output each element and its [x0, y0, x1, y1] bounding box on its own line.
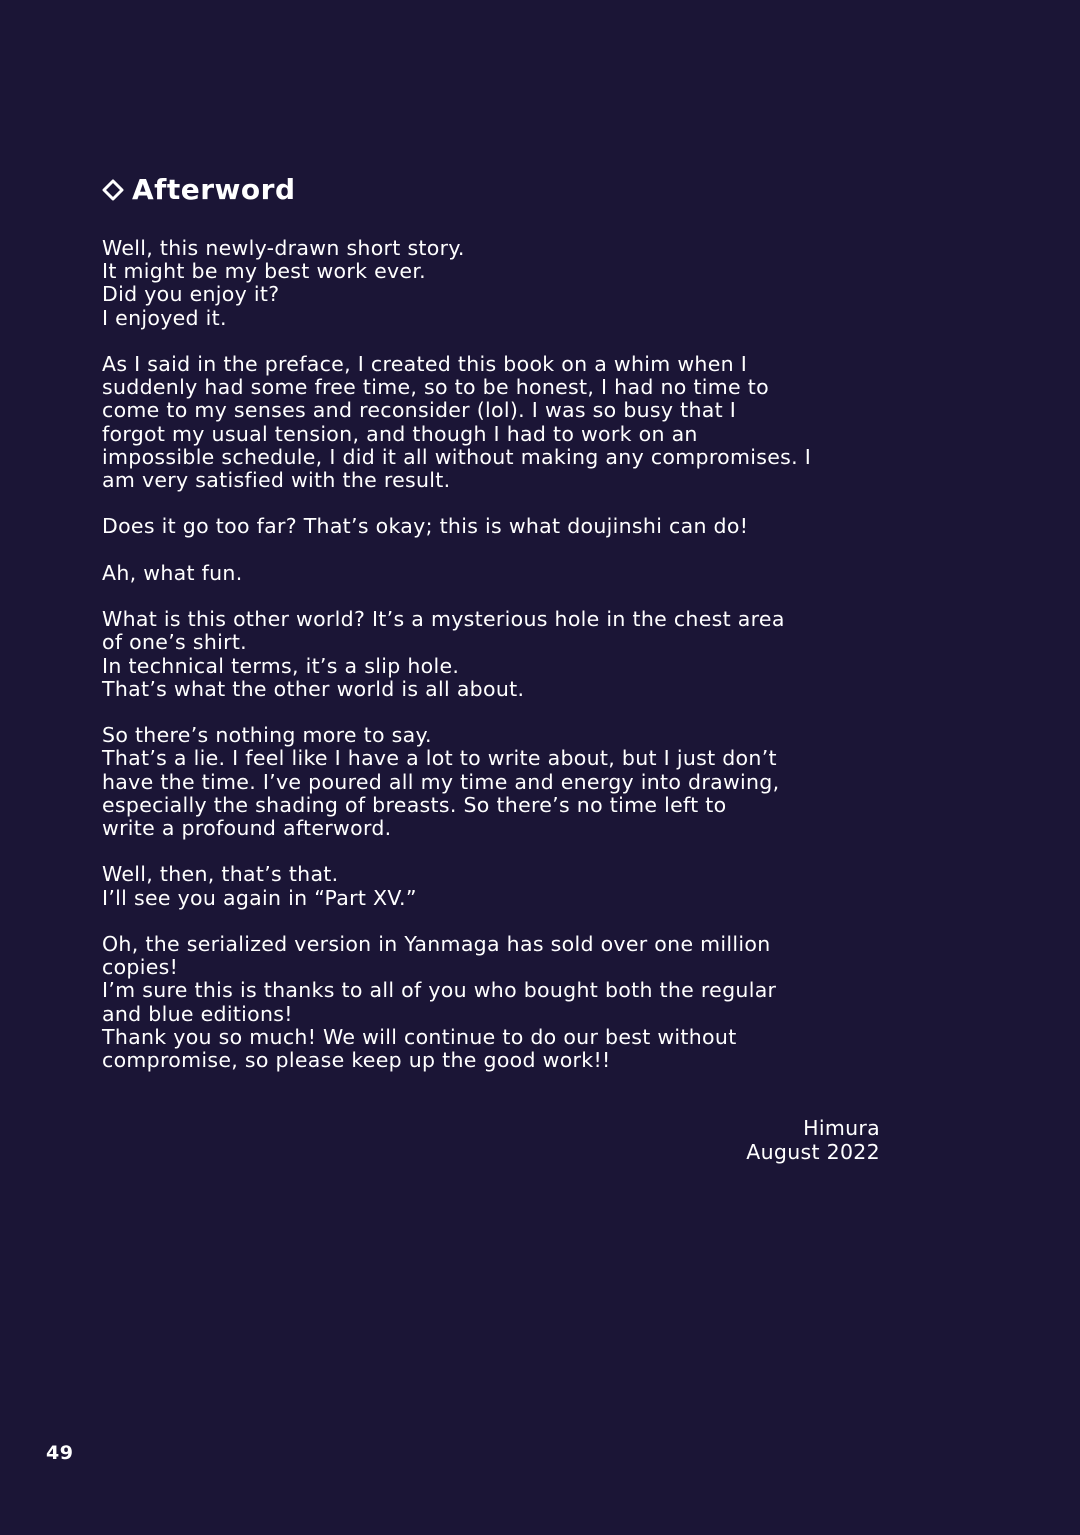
text-line: I’m sure this is thanks to all of you who bought both the regular [102, 978, 777, 1003]
text-line: copies! [102, 955, 179, 980]
text-line: Ah, what fun. [102, 560, 243, 585]
text-line: In technical terms, it’s a slip hole. [102, 653, 460, 678]
text-line: suddenly had some free time, so to be honest, I had no time to [102, 375, 769, 400]
signature-date: August 2022 [746, 1139, 880, 1164]
text-line: Well, then, that’s that. [102, 862, 339, 887]
text-line: I enjoyed it. [102, 305, 227, 330]
text-line: especially the shading of breasts. So there’s no time left to [102, 792, 727, 817]
text-line: As I said in the preface, I created this book on a whim when I [102, 352, 748, 376]
text-line: write a profound afterword. [102, 816, 392, 840]
paragraph [102, 608, 892, 701]
signature-block [746, 1117, 880, 1164]
text-line: That’s a lie. I feel like I have a lot to write about, but I just don’t [102, 746, 777, 771]
text-line: That’s what the other world is all about. [102, 676, 525, 701]
afterword-body [102, 237, 892, 1095]
text-line: impossible schedule, I did it all without making any compromises. I [102, 444, 812, 469]
text-line: It might be my best work ever. [102, 259, 426, 284]
text-line: Does it go too far? That’s okay; this is what doujinshi can do! [102, 514, 749, 539]
text-line: and blue editions! [102, 1001, 293, 1026]
text-line: of one’s shirt. [102, 630, 247, 655]
page-number: 49 [46, 1442, 74, 1464]
text-line: What is this other world? It’s a mysterious hole in the chest area [102, 607, 785, 632]
page-title: Afterword [132, 173, 296, 206]
author-name: Himura [803, 1116, 880, 1140]
paragraph [102, 724, 892, 840]
text-line: come to my senses and reconsider (lol). I was so busy that I [102, 398, 737, 423]
paragraph [102, 515, 892, 538]
text-line: Did you enjoy it? [102, 282, 280, 307]
paragraph [102, 237, 892, 330]
text-line: I’ll see you again in “Part XV.” [102, 885, 417, 910]
text-line: Well, this newly-drawn short story. [102, 236, 465, 260]
text-line: So there’s nothing more to say. [102, 723, 432, 748]
text-line: am very satisfied with the result. [102, 468, 451, 493]
diamond-outline-icon [102, 179, 124, 201]
afterword-heading [102, 172, 296, 208]
text-line: compromise, so please keep up the good work!! [102, 1048, 611, 1072]
text-line: Thank you so much! We will continue to do our best without [102, 1024, 737, 1049]
paragraph [102, 933, 892, 1072]
text-line: forgot my usual tension, and though I had to work on an [102, 421, 698, 446]
paragraph [102, 863, 892, 909]
paragraph [102, 562, 892, 585]
text-line: Oh, the serialized version in Yanmaga has sold over one million [102, 931, 771, 956]
paragraph [102, 353, 892, 492]
text-line: have the time. I’ve poured all my time and energy into drawing, [102, 769, 780, 794]
